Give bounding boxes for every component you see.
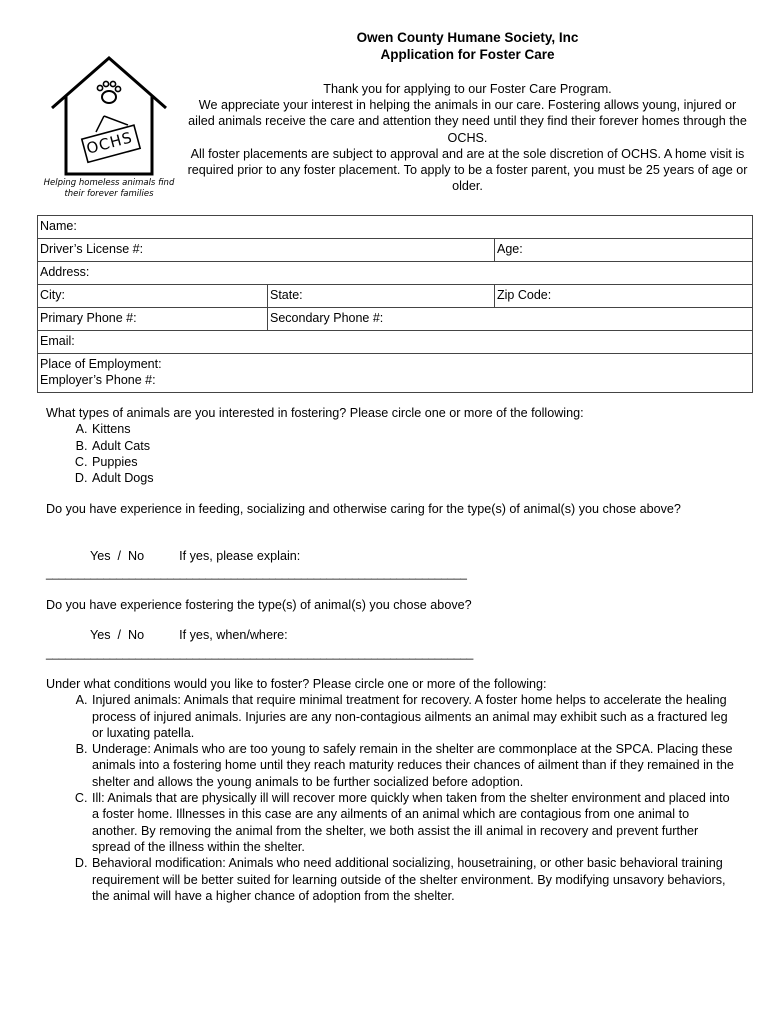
explain-prompt: If yes, please explain: [179,549,301,563]
option-behavioral-modification[interactable]: D. Behavioral modification: Animals who need additional socializing, housetraining, or other basic behavioral training requirement will be better suited for learning outside of the shelter environment. By modifying unsavory behaviors, the animal will have a higher chance of adoption from the shelter. [91,855,736,904]
option-adult-dogs[interactable]: D. Adult Dogs [91,470,736,486]
logo-sign-text: OCHS [84,128,135,158]
animal-type-options [46,421,736,486]
tagline-line-1: Helping homeless animals find [43,178,175,188]
when-where-answer-line[interactable]: ___________________________________________________________________ [46,646,474,660]
question-caring-experience [46,501,736,517]
intro-appreciation: We appreciate your interest in helping the animals in our care. Fostering allows young, injured or ailed animals receive the care and attention they need until they find their forever homes through the OCHS. [188,98,747,145]
paw-print-icon [97,81,120,103]
question-animal-types [46,405,736,486]
address-field[interactable]: Address: [38,262,753,285]
yes-no-choice[interactable]: Yes / No [90,549,145,563]
option-kittens[interactable]: A. Kittens [91,421,736,437]
employer-phone-label: Employer’s Phone #: [40,373,156,387]
age-field[interactable]: Age: [495,239,753,262]
explain-answer-line[interactable]: __________________________________________________________________ [46,566,467,580]
document-heading [185,29,750,63]
ochs-logo [38,52,180,204]
caring-experience-answer [90,549,300,563]
state-field[interactable]: State: [268,285,495,308]
when-where-prompt: If yes, when/where: [179,628,288,642]
house-logo-icon [38,52,180,182]
question-text: Do you have experience in feeding, socializing and otherwise caring for the type(s) of animal(s) you chose above? [46,502,681,516]
intro-requirements: All foster placements are subject to approval and are at the sole discretion of OCHS. A home visit is required prior to any foster placement. To apply to be a foster parent, you must be 25 years of age or older. [187,146,748,194]
condition-options [46,692,736,904]
question-fostering-experience [46,597,736,613]
option-adult-cats[interactable]: B. Adult Cats [91,438,736,454]
option-injured-animals[interactable]: A. Injured animals: Animals that require minimal treatment for recovery. A foster home helps to accelerate the healing process of injured animals. Injuries are any non-contagious ailments an animal may exhibit such as a fractured leg or luxating patella. [91,692,736,741]
question-text: Do you have experience fostering the type(s) of animal(s) you chose above? [46,598,472,612]
question-foster-conditions [46,676,736,904]
question-text: What types of animals are you interested in fostering? Please circle one or more of the following: [46,406,584,420]
intro-thanks: Thank you for applying to our Foster Care Program. [323,82,612,96]
form-title: Application for Foster Care [380,47,555,62]
name-field[interactable]: Name: [38,216,753,239]
question-text: Under what conditions would you like to foster? Please circle one or more of the following: [46,677,547,691]
tagline-line-2: their forever families [64,189,154,199]
yes-no-choice[interactable]: Yes / No [90,628,145,642]
option-underage[interactable]: B. Underage: Animals who are too young to safely remain in the shelter are commonplace at the SPCA. Placing these animals into a fostering home until they reach maturity reduces their chances of ailment than if they remained in the shelter and allows the young animals to be further socialized before adoption. [91,741,736,790]
primary-phone-field[interactable]: Primary Phone #: [38,308,268,331]
intro-text [185,81,750,194]
email-field[interactable]: Email: [38,331,753,354]
drivers-license-field[interactable]: Driver’s License #: [38,239,495,262]
fostering-experience-answer [90,628,288,642]
option-puppies[interactable]: C. Puppies [91,454,736,470]
applicant-info-table [37,215,753,393]
logo-tagline [38,178,180,200]
city-field[interactable]: City: [38,285,268,308]
employment-label: Place of Employment: [40,357,162,371]
employment-field[interactable] [38,354,753,393]
zip-code-field[interactable]: Zip Code: [495,285,753,308]
organization-name: Owen County Humane Society, Inc [356,30,579,45]
secondary-phone-field[interactable]: Secondary Phone #: [268,308,753,331]
option-ill[interactable]: C. Ill: Animals that are physically ill will recover more quickly when taken from the shelter environment and placed into a foster home. Illnesses in this case are any ailments of an animal which are contagious from one animal to another. By removing the animal from the shelter, we both assist the ill animal in recovery and prevent further spread of the illness within the shelter. [91,790,736,855]
